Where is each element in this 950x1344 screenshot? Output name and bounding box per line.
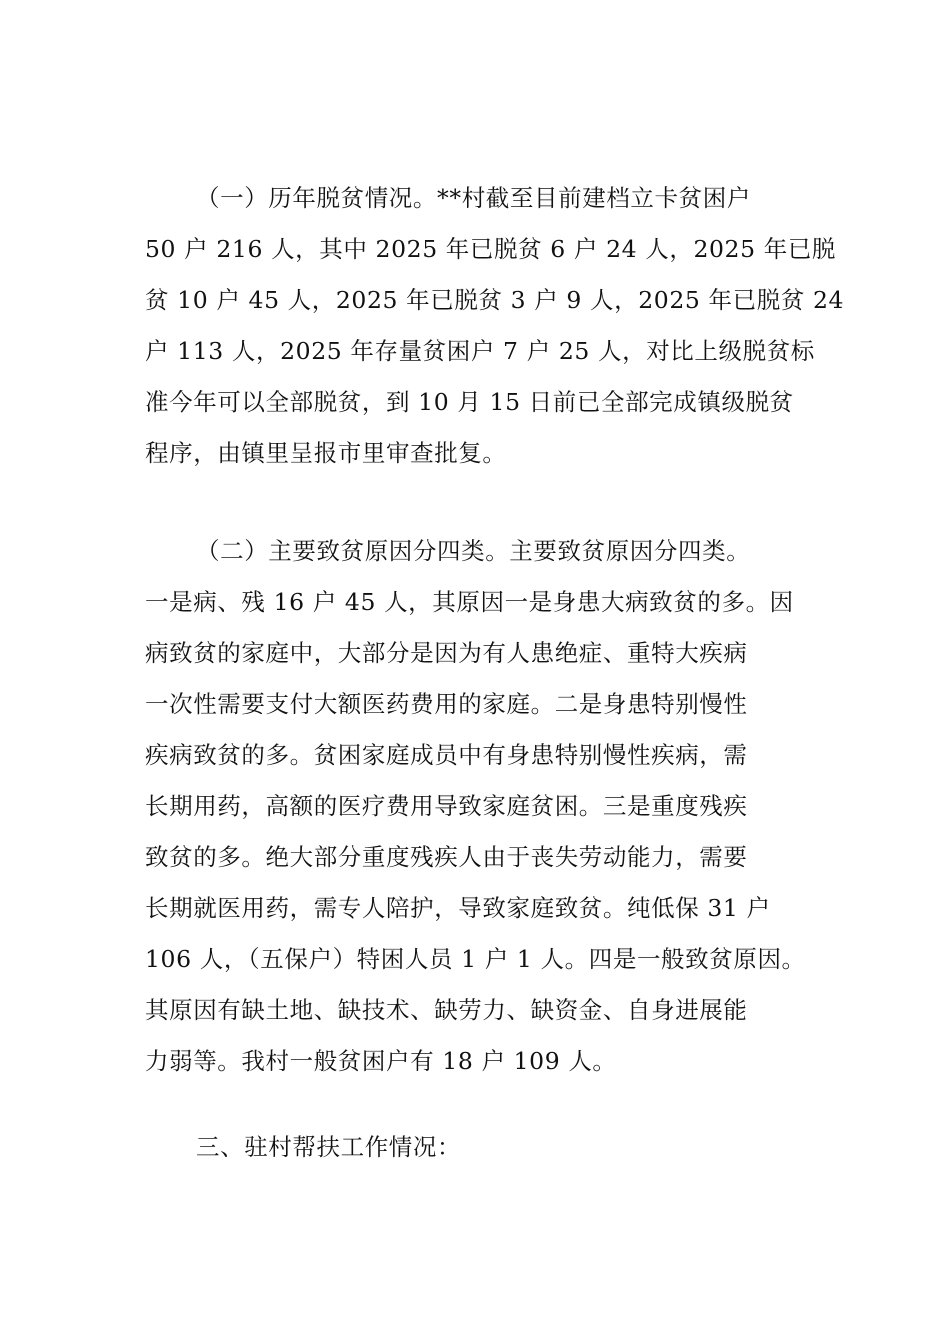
section-heading: 三、驻村帮扶工作情况：	[196, 1133, 462, 1161]
paragraph-line: 贫 10 户 45 人，2025 年已脱贫 3 户 9 人，2025 年已脱贫 24	[145, 286, 845, 314]
paragraph-line: 疾病致贫的多。贫困家庭成员中有身患特别慢性疾病，需	[145, 741, 748, 769]
paragraph-line: （二）主要致贫原因分四类。主要致贫原因分四类。	[196, 537, 751, 565]
paragraph-line: 其原因有缺土地、缺技术、缺劳力、缺资金、自身进展能	[145, 996, 748, 1024]
paragraph-line: 程序，由镇里呈报市里审查批复。	[145, 439, 507, 467]
paragraph-line: 106 人，（五保户）特困人员 1 户 1 人。四是一般致贫原因。	[145, 945, 806, 973]
paragraph-line: 致贫的多。绝大部分重度残疾人由于丧失劳动能力，需要	[145, 843, 748, 871]
paragraph-line: 力弱等。我村一般贫困户有 18 户 109 人。	[145, 1047, 617, 1075]
paragraph-line: 一次性需要支付大额医药费用的家庭。二是身患特别慢性	[145, 690, 748, 718]
paragraph-line: 病致贫的家庭中，大部分是因为有人患绝症、重特大疾病	[145, 639, 748, 667]
paragraph-line: 准今年可以全部脱贫，到 10 月 15 日前已全部完成镇级脱贫	[145, 388, 794, 416]
paragraph-line: 长期用药，高额的医疗费用导致家庭贫困。三是重度残疾	[145, 792, 748, 820]
paragraph-line: 一是病、残 16 户 45 人，其原因一是身患大病致贫的多。因	[145, 588, 794, 616]
paragraph-line: （一）历年脱贫情况。**村截至目前建档立卡贫困户	[196, 184, 751, 212]
paragraph-line: 长期就医用药，需专人陪护，导致家庭致贫。纯低保 31 户	[145, 894, 771, 922]
paragraph-line: 户 113 人，2025 年存量贫困户 7 户 25 人，对比上级脱贫标	[145, 337, 815, 365]
paragraph-line: 50 户 216 人，其中 2025 年已脱贫 6 户 24 人，2025 年已脱	[145, 235, 837, 263]
